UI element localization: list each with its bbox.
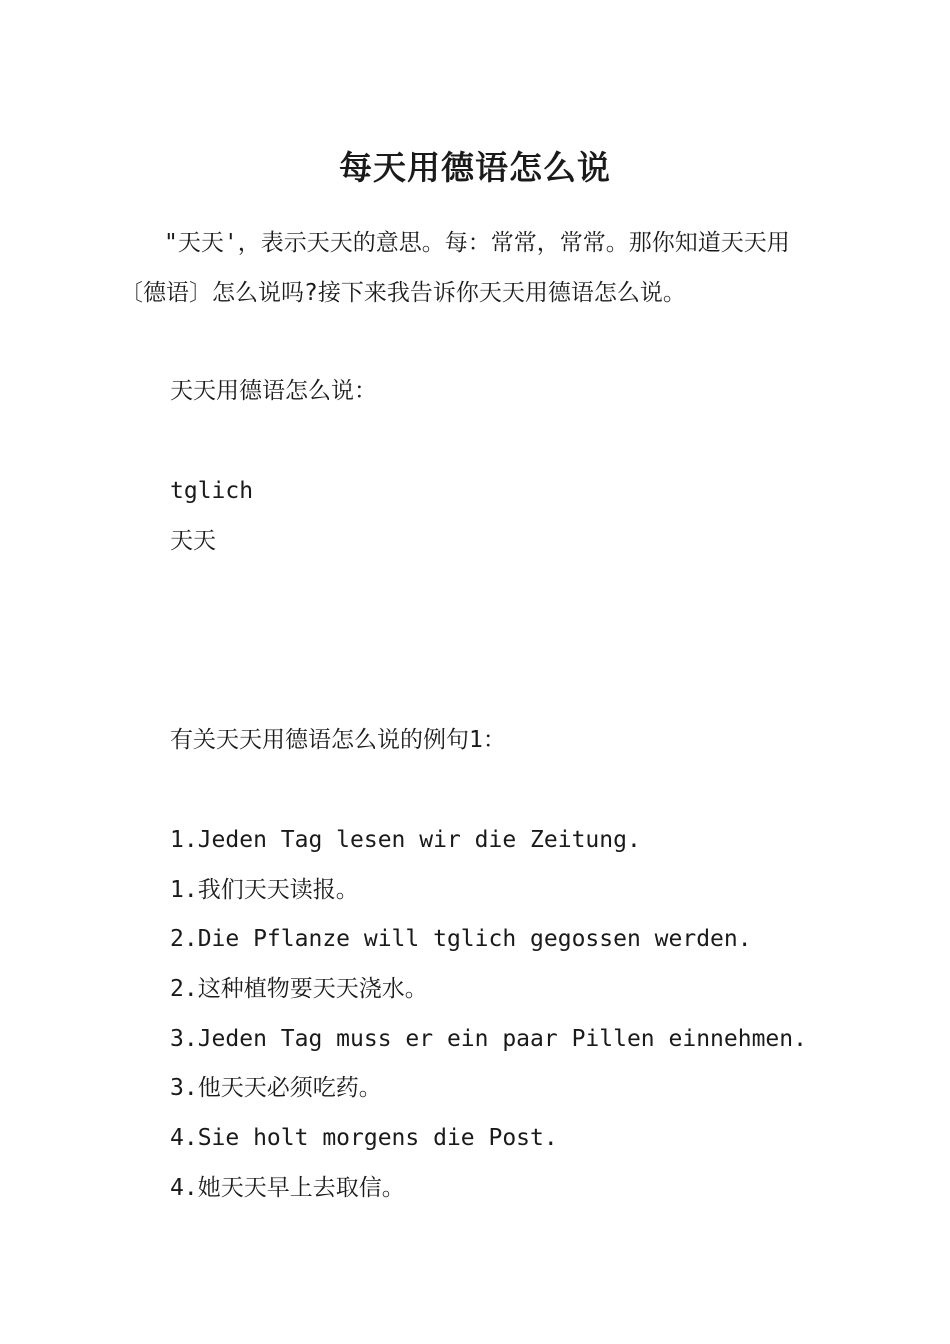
example-line: 3.他天天必须吃药。 bbox=[170, 1075, 382, 1101]
example-line: 1.我们天天读报。 bbox=[170, 877, 359, 903]
german-word: tglich bbox=[170, 478, 254, 504]
section-heading-translation: 天天用德语怎么说： bbox=[170, 378, 377, 404]
example-line: 2.这种植物要天天浇水。 bbox=[170, 976, 428, 1002]
chinese-word: 天天 bbox=[170, 528, 216, 554]
example-line: 2.Die Pflanze will tglich gegossen werden. bbox=[170, 926, 752, 952]
section-heading-examples: 有关天天用德语怎么说的例句1： bbox=[170, 727, 506, 753]
document-title: 每天用德语怎么说 bbox=[339, 148, 611, 187]
example-line: 4.她天天早上去取信。 bbox=[170, 1175, 405, 1201]
example-line: 1.Jeden Tag lesen wir die Zeitung. bbox=[170, 827, 641, 853]
example-line: 4.Sie holt morgens die Post. bbox=[170, 1125, 558, 1151]
intro-paragraph: "天天'，表示天天的意思。每：常常，常常。那你知道天天用〔德语〕怎么说吗?接下来我告诉你天天用德语怎么说。 bbox=[120, 230, 790, 306]
example-line: 3.Jeden Tag muss er ein paar Pillen einnehmen. bbox=[170, 1026, 807, 1052]
